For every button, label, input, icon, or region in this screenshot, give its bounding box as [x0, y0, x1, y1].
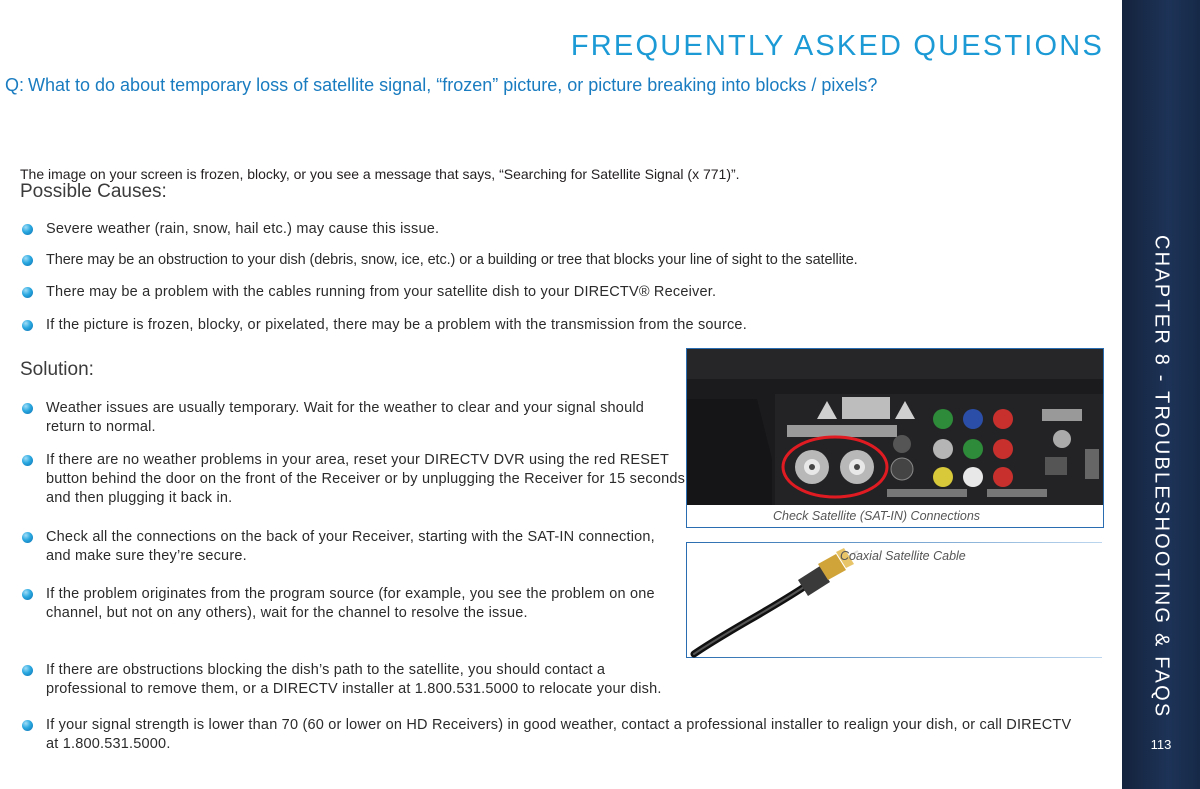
- question-text: What to do about temporary loss of satellite signal, “frozen” picture, or picture breaking into blocks / pixels?: [28, 75, 878, 95]
- solution-text: If there are no weather problems in your area, reset your DIRECTV DVR using the red RESET button behind the door on the front of the Receiver or by unplugging the Receiver for 15 seconds and then plugging it back in.: [46, 452, 686, 506]
- cause-text: There may be an obstruction to your dish (debris, snow, ice, etc.) or a building or tree that blocks your line of sight to the satellite.: [46, 252, 858, 268]
- list-item: [20, 451, 686, 508]
- bullet-icon: [22, 589, 33, 600]
- bullet-icon: [22, 665, 33, 676]
- cause-text: Severe weather (rain, snow, hail etc.) may cause this issue.: [46, 221, 440, 237]
- list-item: [20, 251, 1126, 270]
- list-item: [20, 399, 676, 437]
- list-item: [20, 585, 686, 623]
- receiver-back-photo: [686, 348, 1104, 528]
- intro-text: The image on your screen is frozen, blocky, or you see a message that says, “Searching for Satellite Signal (x 771)”.: [20, 166, 740, 182]
- solution-text: Weather issues are usually temporary. Wait for the weather to clear and your signal should return to normal.: [46, 400, 645, 435]
- bullet-icon: [22, 287, 33, 298]
- sat-in-caption: Check Satellite (SAT-IN) Connections: [773, 509, 981, 523]
- bullet-icon: [22, 320, 33, 331]
- cable-caption: Coaxial Satellite Cable: [840, 549, 966, 563]
- causes-heading: Possible Causes:: [20, 181, 167, 202]
- chapter-title: CHAPTER 8 - TROUBLESHOOTING & FAQS: [1150, 235, 1173, 719]
- page-number: 113: [1150, 737, 1172, 752]
- list-item: [20, 716, 1086, 754]
- list-item: [20, 220, 1126, 239]
- receiver-panel-illustration: [687, 349, 1103, 527]
- list-item: [20, 661, 1106, 699]
- question-prefix: Q:: [5, 75, 25, 95]
- page-title: FREQUENTLY ASKED QUESTIONS: [570, 30, 1104, 62]
- list-item: [20, 316, 1126, 335]
- bullet-icon: [22, 224, 33, 235]
- solution-text: If your signal strength is lower than 70 (60 or lower on HD Receivers) in good weather, contact a professional installer to realign your dish, or call DIRECTV at 1.800.531.5000.: [46, 717, 1072, 752]
- solution-heading: Solution:: [20, 359, 94, 380]
- chapter-sidebar: [1122, 0, 1200, 789]
- solution-text: Check all the connections on the back of your Receiver, starting with the SAT-IN connection, and make sure they’re secure.: [46, 529, 655, 564]
- list-item: [20, 528, 676, 566]
- solution-text: If there are obstructions blocking the dish’s path to the satellite, you should contact a professional to remove them, or a DIRECTV installer at 1.800.531.5000 to relocate your dish.: [46, 662, 662, 697]
- solution-text: If the problem originates from the program source (for example, you see the problem on one channel, but not on any others), wait for the channel to resolve the issue.: [46, 586, 655, 621]
- bullet-icon: [22, 455, 33, 466]
- bullet-icon: [22, 720, 33, 731]
- bullet-icon: [22, 255, 33, 266]
- bullet-icon: [22, 403, 33, 414]
- bullet-icon: [22, 532, 33, 543]
- coaxial-cable-photo: [686, 542, 1102, 658]
- cause-text: There may be a problem with the cables running from your satellite dish to your DIRECTV® Receiver.: [46, 284, 717, 300]
- list-item: [20, 283, 1126, 302]
- cause-text: If the picture is frozen, blocky, or pixelated, there may be a problem with the transmission from the source.: [46, 317, 747, 333]
